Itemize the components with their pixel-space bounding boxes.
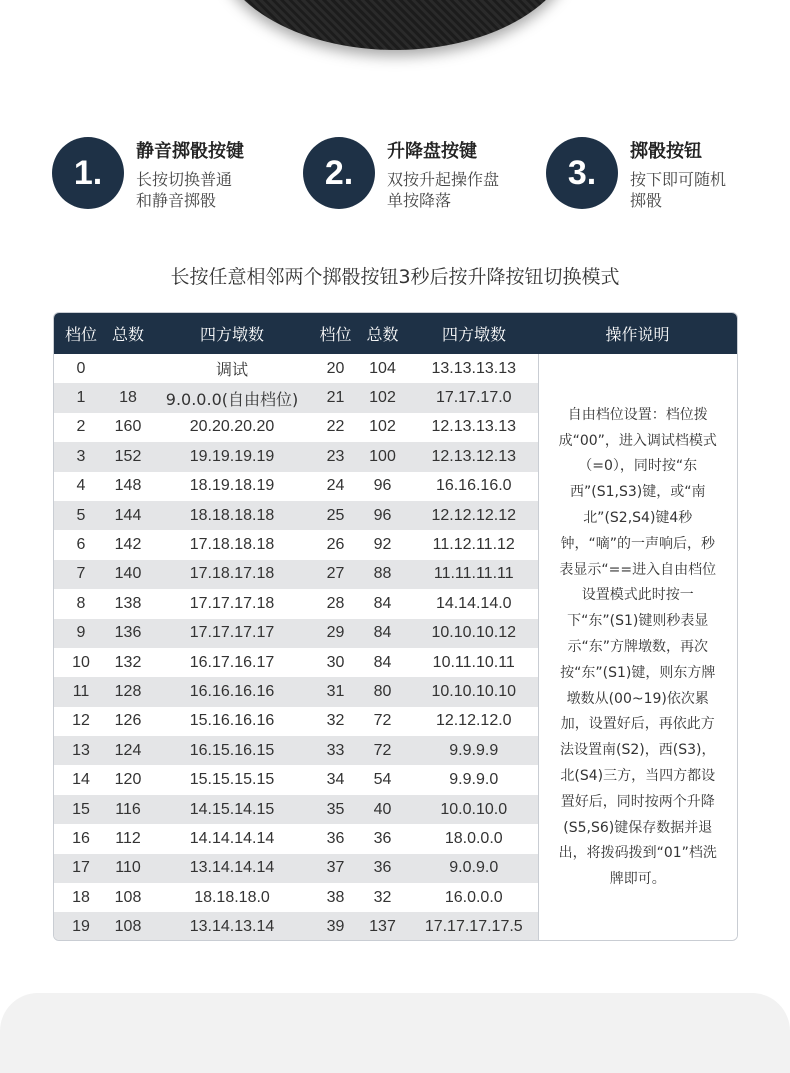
table-cell: 17.17.17.0 bbox=[410, 383, 538, 412]
table-cell: 12.12.12.0 bbox=[435, 712, 512, 730]
header-stacks: 四方墩数 bbox=[410, 313, 538, 354]
mode-switch-headline: 长按任意相邻两个掷骰按钮3秒后按升降按钮切换模式 bbox=[170, 266, 620, 288]
feature-title: 静音掷骰按键 bbox=[136, 141, 244, 162]
table-cell: 128 bbox=[108, 677, 148, 706]
table-cell: 33 bbox=[316, 736, 355, 765]
header-total: 总数 bbox=[355, 313, 410, 354]
table-cell: 11 bbox=[54, 677, 108, 706]
table-cell: 18.19.18.19 bbox=[189, 477, 275, 495]
table-cell: 10.10.10.12 bbox=[410, 619, 538, 648]
table-cell: 20.20.20.20 bbox=[189, 418, 275, 436]
header-instructions: 操作说明 bbox=[538, 313, 737, 354]
table-cell: 16.16.16.16 bbox=[148, 677, 316, 706]
table-cell: 18 bbox=[108, 383, 148, 412]
table-cell: 29 bbox=[316, 619, 355, 648]
table-cell: 0 bbox=[76, 359, 86, 377]
table-cell: 8 bbox=[76, 594, 86, 612]
table-cell: 140 bbox=[108, 560, 148, 589]
header-gear: 档位 bbox=[54, 313, 108, 354]
next-section-panel bbox=[0, 993, 790, 1073]
table-cell: 120 bbox=[114, 771, 142, 789]
gear-settings-table bbox=[53, 312, 738, 941]
table-cell: 132 bbox=[114, 653, 142, 671]
table-cell: 108 bbox=[108, 912, 148, 941]
table-cell: 84 bbox=[373, 653, 392, 671]
table-cell: 16.16.16.0 bbox=[435, 477, 512, 495]
table-cell: 20 bbox=[326, 359, 345, 377]
table-cell: 15.16.16.16 bbox=[189, 712, 275, 730]
table-cell: 96 bbox=[355, 501, 410, 530]
table-cell: 19 bbox=[54, 912, 108, 941]
table-cell: 36 bbox=[373, 829, 392, 847]
table-cell: 28 bbox=[326, 594, 345, 612]
table-cell: 14.15.14.15 bbox=[148, 795, 316, 824]
table-cell: 16.17.16.17 bbox=[189, 653, 275, 671]
table-cell: 10.11.10.11 bbox=[432, 653, 515, 671]
table-cell: 15.15.15.15 bbox=[189, 771, 275, 789]
table-cell: 18.18.18.18 bbox=[148, 501, 316, 530]
table-cell: 17.17.17.18 bbox=[189, 594, 275, 612]
table-cell: 102 bbox=[355, 383, 410, 412]
table-cell: 15 bbox=[54, 795, 108, 824]
table-cell: 14.14.14.14 bbox=[189, 829, 275, 847]
table-cell: 14.14.14.0 bbox=[435, 594, 512, 612]
table-cell: 142 bbox=[114, 536, 142, 554]
table-cell: 36 bbox=[355, 854, 410, 883]
table-body bbox=[54, 354, 737, 941]
table-cell: 5 bbox=[54, 501, 108, 530]
table-cell: 9.9.9.9 bbox=[410, 736, 538, 765]
table-cell: 144 bbox=[108, 501, 148, 530]
table-header-row bbox=[54, 313, 737, 354]
table-cell: 24 bbox=[326, 477, 345, 495]
table-cell: 54 bbox=[373, 771, 392, 789]
table-cell: 17.18.18.18 bbox=[189, 536, 275, 554]
table-cell: 27 bbox=[316, 560, 355, 589]
table-cell: 138 bbox=[114, 594, 142, 612]
table-cell: 13 bbox=[54, 736, 108, 765]
table-cell: 7 bbox=[54, 560, 108, 589]
table-cell: 25 bbox=[316, 501, 355, 530]
table-cell: 16 bbox=[72, 829, 90, 847]
table-cell: 72 bbox=[373, 712, 392, 730]
table-cell: 14 bbox=[72, 771, 90, 789]
table-cell: 40 bbox=[355, 795, 410, 824]
table-cell: 4 bbox=[76, 477, 86, 495]
table-cell: 16.0.0.0 bbox=[444, 888, 503, 906]
table-cell: 17.18.17.18 bbox=[148, 560, 316, 589]
table-cell: 108 bbox=[114, 888, 142, 906]
table-cell bbox=[108, 354, 148, 383]
feature-title: 掷骰按钮 bbox=[630, 141, 702, 162]
table-cell: 32 bbox=[373, 888, 392, 906]
feature-description: 双按升起操作盘 单按降落 bbox=[387, 170, 500, 210]
table-cell: 9.0.0.0(自由档位) bbox=[148, 383, 316, 412]
table-cell: 112 bbox=[115, 829, 141, 847]
table-cell: 18 bbox=[72, 888, 90, 906]
feature-number-badge: 1. bbox=[52, 137, 124, 209]
product-top-image bbox=[215, 0, 575, 50]
table-cell: 34 bbox=[326, 771, 345, 789]
table-cell: 18.0.0.0 bbox=[444, 829, 503, 847]
table-cell: 9.0.9.0 bbox=[410, 854, 538, 883]
header-total: 总数 bbox=[108, 313, 148, 354]
table-cell: 10 bbox=[72, 653, 90, 671]
table-cell: 32 bbox=[326, 712, 345, 730]
table-cell: 13.14.14.14 bbox=[148, 854, 316, 883]
table-cell: 100 bbox=[355, 442, 410, 471]
table-cell: 80 bbox=[355, 677, 410, 706]
table-cell: 39 bbox=[316, 912, 355, 941]
table-cell: 9 bbox=[54, 619, 108, 648]
table-cell: 21 bbox=[316, 383, 355, 412]
table-cell: 38 bbox=[326, 888, 345, 906]
table-cell: 11.11.11.11 bbox=[410, 560, 538, 589]
table-cell: 31 bbox=[316, 677, 355, 706]
table-cell: 13.14.13.14 bbox=[148, 912, 316, 941]
table-cell: 92 bbox=[373, 536, 392, 554]
table-cell: 17.17.17.17 bbox=[148, 619, 316, 648]
table-cell: 12 bbox=[72, 712, 90, 730]
table-cell: 36 bbox=[326, 829, 345, 847]
table-cell: 10.10.10.10 bbox=[410, 677, 538, 706]
table-cell: 17 bbox=[54, 854, 108, 883]
table-cell: 88 bbox=[355, 560, 410, 589]
table-cell: 152 bbox=[108, 442, 148, 471]
table-cell: 12.12.12.12 bbox=[410, 501, 538, 530]
table-cell: 18.18.18.0 bbox=[194, 888, 270, 906]
table-cell: 13.13.13.13 bbox=[431, 359, 517, 377]
table-cell: 12.13.13.13 bbox=[431, 418, 517, 436]
table-cell: 124 bbox=[108, 736, 148, 765]
table-cell: 调试 bbox=[215, 360, 248, 380]
table-cell: 160 bbox=[114, 418, 142, 436]
table-cell: 16.15.16.15 bbox=[148, 736, 316, 765]
feature-number-badge: 3. bbox=[546, 137, 618, 209]
table-cell: 17.17.17.17.5 bbox=[410, 912, 538, 941]
table-cell: 9.9.9.0 bbox=[449, 771, 499, 789]
table-cell: 37 bbox=[316, 854, 355, 883]
header-gear: 档位 bbox=[316, 313, 355, 354]
table-cell: 126 bbox=[114, 712, 142, 730]
table-cell: 26 bbox=[326, 536, 345, 554]
table-cell: 148 bbox=[114, 477, 142, 495]
feature-number-badge: 2. bbox=[303, 137, 375, 209]
table-cell: 11.12.11.12 bbox=[432, 536, 515, 554]
table-cell: 2 bbox=[76, 418, 86, 436]
header-stacks: 四方墩数 bbox=[148, 313, 316, 354]
feature-title: 升降盘按键 bbox=[387, 141, 477, 162]
table-row bbox=[54, 354, 737, 383]
table-cell: 84 bbox=[373, 594, 392, 612]
table-cell: 110 bbox=[108, 854, 148, 883]
table-cell: 72 bbox=[355, 736, 410, 765]
table-cell: 23 bbox=[316, 442, 355, 471]
table-cell: 6 bbox=[76, 536, 86, 554]
table-cell: 22 bbox=[326, 418, 345, 436]
table-cell: 96 bbox=[373, 477, 392, 495]
feature-description: 长按切换普通 和静音掷骰 bbox=[136, 170, 233, 210]
table-cell: 19.19.19.19 bbox=[148, 442, 316, 471]
table-cell: 116 bbox=[108, 795, 148, 824]
table-cell: 137 bbox=[355, 912, 410, 941]
table-cell: 10.0.10.0 bbox=[410, 795, 538, 824]
table-cell: 84 bbox=[355, 619, 410, 648]
table-cell: 104 bbox=[369, 359, 396, 377]
table-cell: 12.13.12.13 bbox=[410, 442, 538, 471]
instructions-cell: 自由档位设置：档位拨成“00”，进入调试档模式（=0），同时按“东西”(S1,S3)键，或“南北”(S2,S4)键4秒钟，“嘀”的一声响后，秒表显示“==进入自由档位设置模式此时按一下“东”(S1)键则秒表显示“东”方牌墩数，再次按“东”(S1)键，则东方牌墩数从(00~19)依次累加，设置好后，再依此方法设置南(S2)，西(S3)，北(S4)三方，当四方都设置好后，同时按两个升降(S5,S6)键保存数据并退出，将拨码拨到“01”档洗牌即可。 bbox=[538, 354, 737, 941]
table-cell: 3 bbox=[54, 442, 108, 471]
table-cell: 102 bbox=[369, 418, 396, 436]
feature-description: 按下即可随机 掷骰 bbox=[630, 170, 727, 210]
table-cell: 30 bbox=[326, 653, 345, 671]
table-cell: 1 bbox=[54, 383, 108, 412]
table-cell: 35 bbox=[316, 795, 355, 824]
table-cell: 136 bbox=[108, 619, 148, 648]
